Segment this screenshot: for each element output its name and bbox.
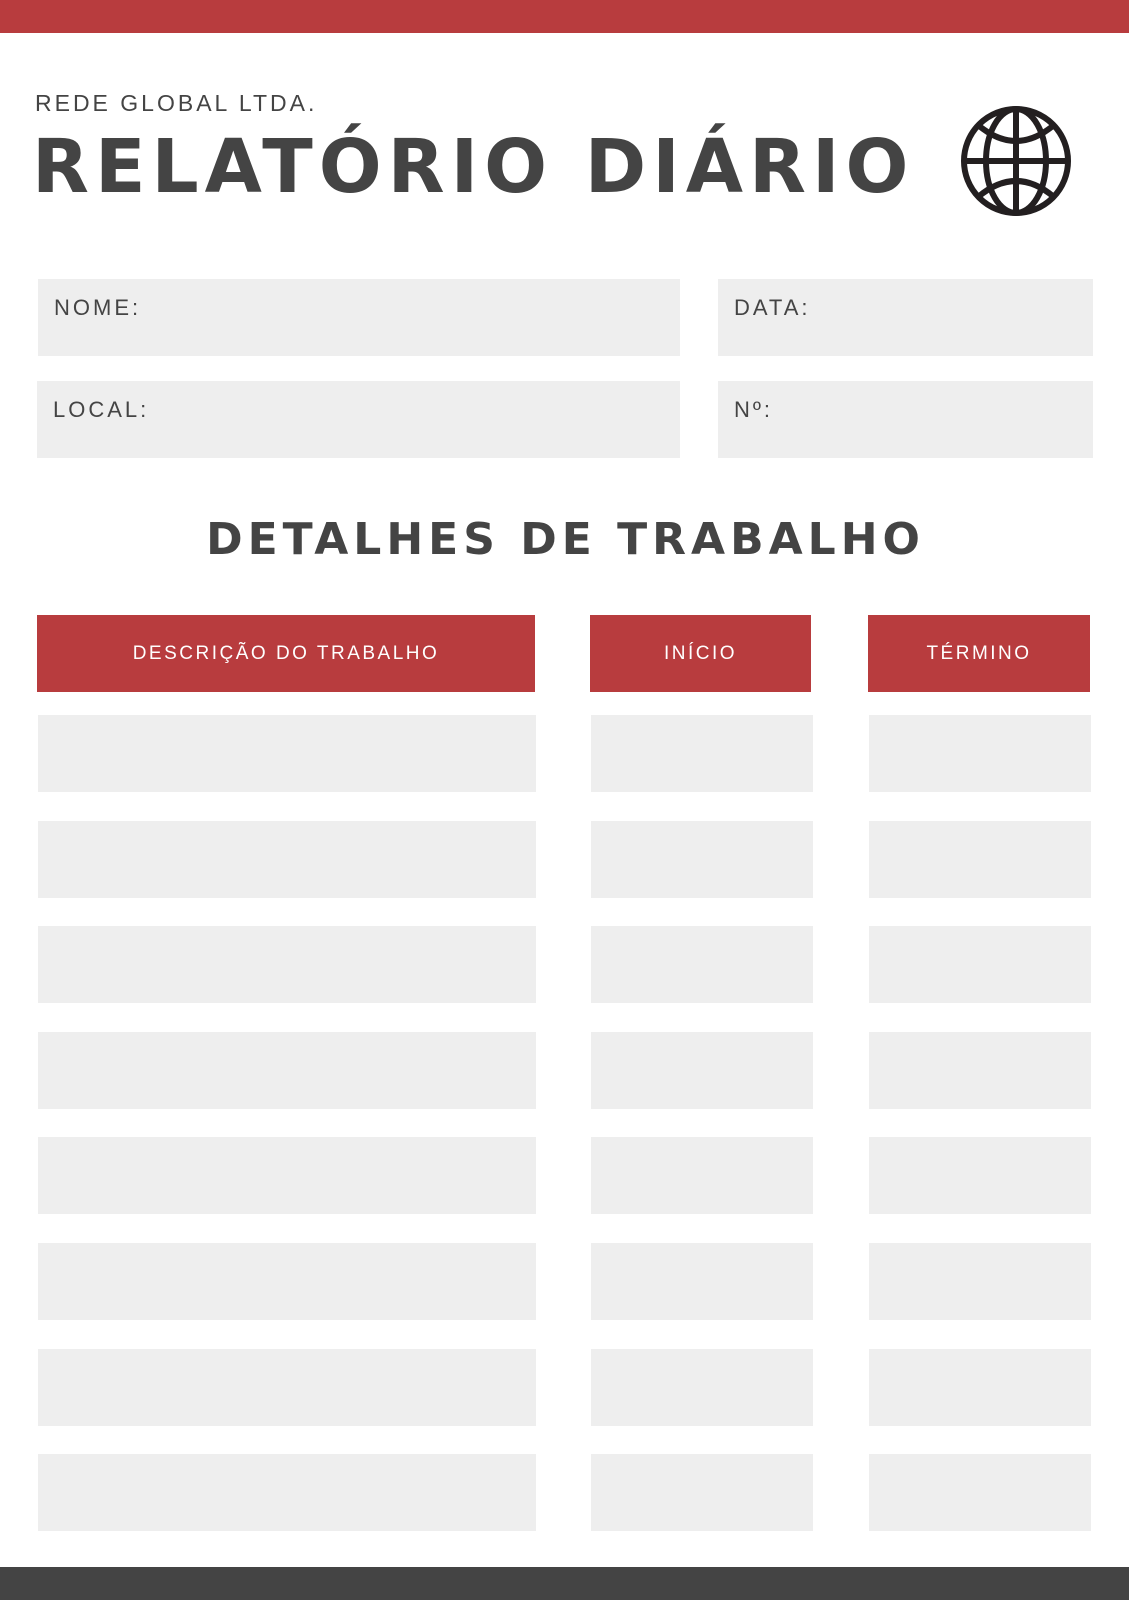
date-field[interactable] xyxy=(718,279,1093,356)
cell-start[interactable] xyxy=(591,1243,813,1320)
cell-end[interactable] xyxy=(869,1032,1091,1109)
number-label: Nº: xyxy=(734,397,774,422)
bottom-bar xyxy=(0,1567,1129,1600)
company-name: REDE GLOBAL LTDA. xyxy=(35,90,318,116)
cell-description[interactable] xyxy=(38,1137,536,1214)
page-title: RELATÓRIO DIÁRIO xyxy=(32,124,915,210)
cell-end[interactable] xyxy=(869,1243,1091,1320)
cell-start[interactable] xyxy=(591,821,813,898)
cell-start[interactable] xyxy=(591,1137,813,1214)
cell-end[interactable] xyxy=(869,1349,1091,1426)
cell-end[interactable] xyxy=(869,715,1091,792)
cell-description[interactable] xyxy=(38,1032,536,1109)
cell-description[interactable] xyxy=(38,1349,536,1426)
date-label: DATA: xyxy=(734,295,811,320)
cell-description[interactable] xyxy=(38,926,536,1003)
cell-end[interactable] xyxy=(869,821,1091,898)
cell-start[interactable] xyxy=(591,715,813,792)
header-start: INÍCIO xyxy=(590,615,811,692)
name-field[interactable] xyxy=(38,279,680,356)
cell-end[interactable] xyxy=(869,1454,1091,1531)
header-end: TÉRMINO xyxy=(868,615,1090,692)
name-label: NOME: xyxy=(54,295,142,320)
cell-description[interactable] xyxy=(38,1454,536,1531)
cell-end[interactable] xyxy=(869,926,1091,1003)
cell-start[interactable] xyxy=(591,926,813,1003)
cell-start[interactable] xyxy=(591,1032,813,1109)
header-description: DESCRIÇÃO DO TRABALHO xyxy=(37,615,535,692)
section-title: DETALHES DE TRABALHO xyxy=(206,514,925,565)
cell-start[interactable] xyxy=(591,1349,813,1426)
globe-icon xyxy=(960,105,1072,217)
cell-description[interactable] xyxy=(38,1243,536,1320)
cell-description[interactable] xyxy=(38,715,536,792)
location-field[interactable] xyxy=(37,381,680,458)
cell-end[interactable] xyxy=(869,1137,1091,1214)
top-accent-bar xyxy=(0,0,1129,33)
number-field[interactable] xyxy=(718,381,1093,458)
location-label: LOCAL: xyxy=(53,397,150,422)
cell-start[interactable] xyxy=(591,1454,813,1531)
cell-description[interactable] xyxy=(38,821,536,898)
